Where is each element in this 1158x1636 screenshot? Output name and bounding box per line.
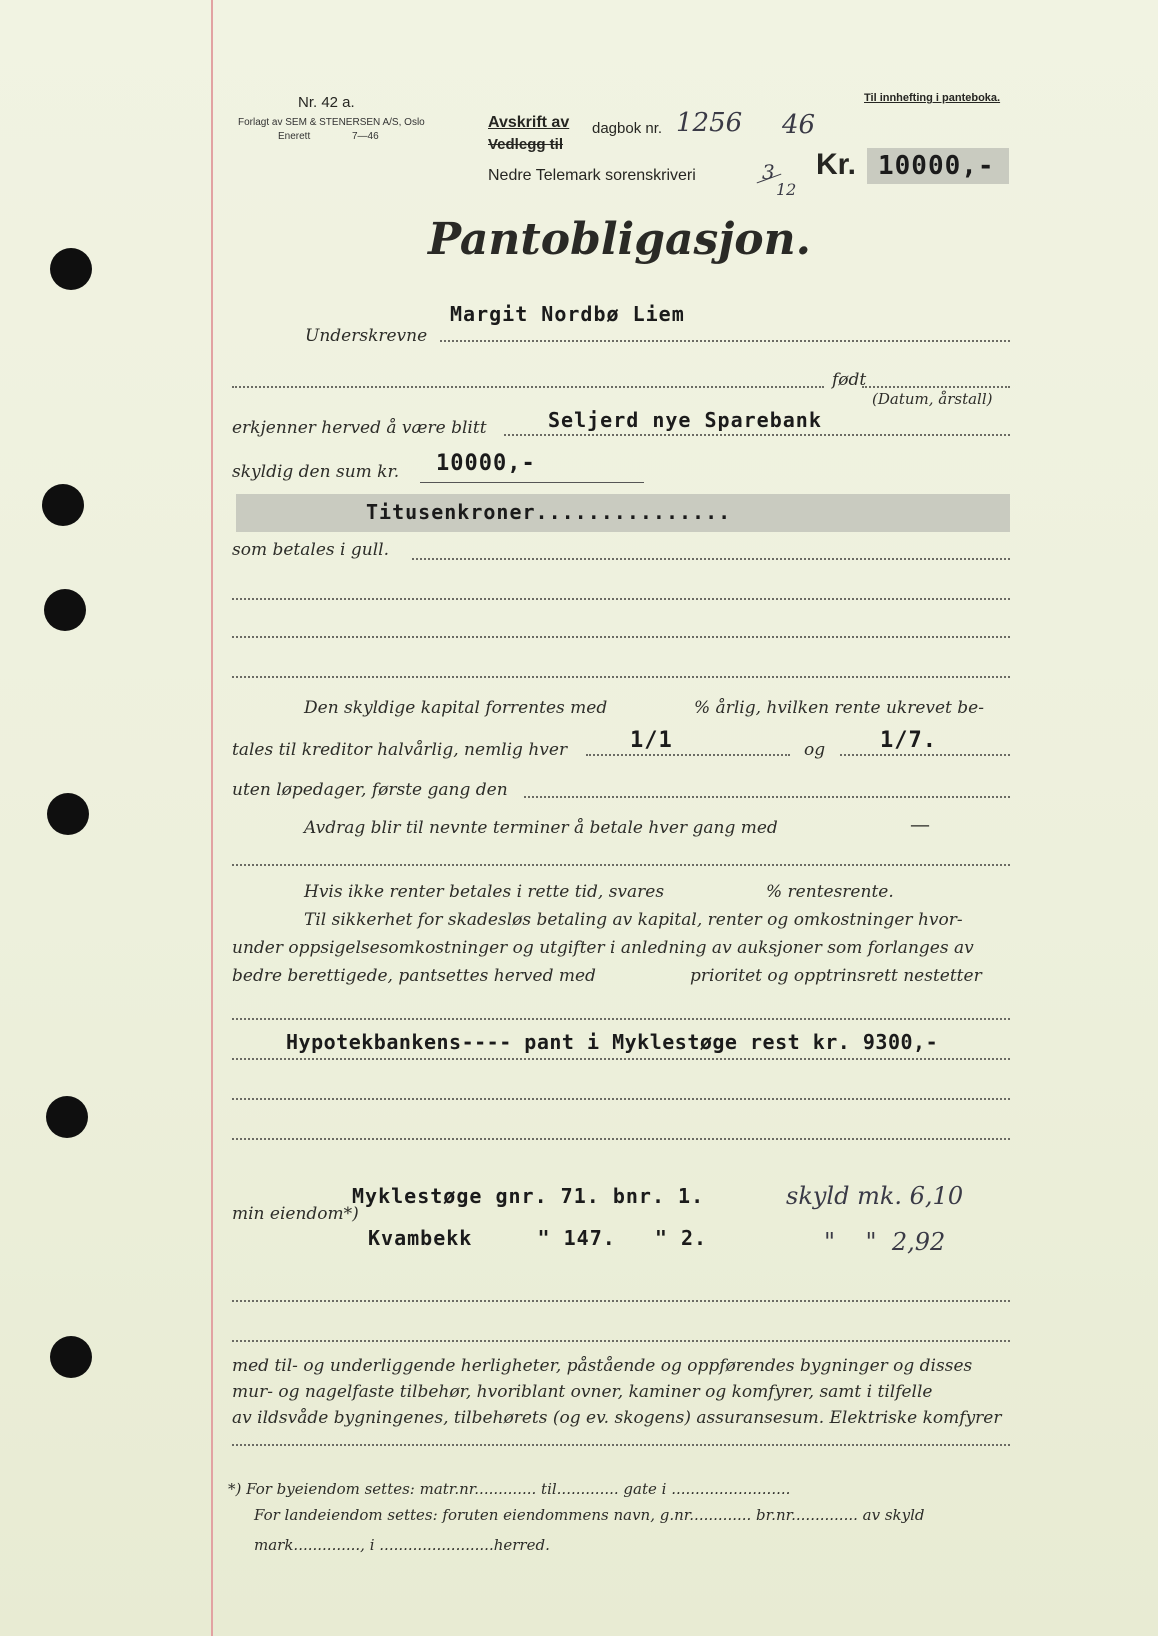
property-row-2-handwritten: " " 2,92 [824,1228,946,1256]
stamp-avskrift: Avskrift av [488,114,570,131]
dagbok-number: 1256 [676,108,743,138]
dotted-line [504,434,1010,436]
born-label: født [832,370,867,390]
dotted-line [232,1018,1010,1020]
security-para-2: under oppsigelsesomkostninger og utgifter i anledning av auksjoner som forlanges av [232,938,974,958]
dotted-line [232,1340,1010,1342]
dotted-line [232,1300,1010,1302]
closing-line-1: med til- og underliggende herligheter, påstående og oppførendes bygninger og disses [232,1356,973,1376]
born-hint: (Datum, årstall) [872,390,993,408]
creditor-value: Seljerd nye Sparebank [548,408,822,432]
interest-line-1b: % årlig, hvilken rente ukrevet be- [694,698,984,718]
dotted-line [232,1058,1010,1060]
late-interest-unit: % rentesrente. [766,882,894,902]
dotted-line [412,558,1010,560]
priority-value: Hypotekbankens---- pant i Myklestøge rest kr. 9300,- [286,1030,939,1054]
publisher-date: 7—46 [352,131,379,142]
sum-underline [420,482,644,483]
undersigned-label: Underskrevne [305,326,428,346]
punch-hole [47,793,89,835]
top-right-note: Til innhefting i panteboka. [864,92,1001,104]
property-row-2: Kvambekk " 147. " 2. [368,1226,708,1250]
late-interest-label: Hvis ikke renter betales i rette tid, svares [304,882,665,902]
punch-hole [46,1096,88,1138]
dotted-line [586,754,790,756]
punch-hole [42,484,84,526]
undersigned-value: Margit Nordbø Liem [450,302,685,326]
margin-line [211,0,213,1636]
closing-line-3: av ildsvåde bygningenes, tilbehørets (og ev. skogens) assuransesum. Elektriske komfyrer [232,1408,1002,1428]
dotted-line [232,1444,1010,1446]
stamp-vedlegg: Vedlegg til [488,136,564,153]
property-label: min eiendom*) [232,1204,359,1224]
gold-label: som betales i gull. [232,540,389,560]
stamp-court: Nedre Telemark sorenskriveri [488,167,696,184]
dotted-line [232,864,1010,866]
dotted-line [232,636,1010,638]
dotted-line [524,796,1010,798]
installment-label: Avdrag blir til nevnte terminer å betale hver gang med [304,818,778,838]
property-row-1: Myklestøge gnr. 71. bnr. 1. [352,1184,705,1208]
punch-hole [44,589,86,631]
dagbok-year: 46 [782,110,816,140]
security-para-3b: prioritet og opptrinsrett nestetter [690,966,982,986]
sum-label: skyldig den sum kr. [232,462,400,482]
dotted-line [232,1138,1010,1140]
dotted-line [232,1098,1010,1100]
interest-line-2: tales til kreditor halvårlig, nemlig hver [232,740,568,760]
publisher-line: Forlagt av SEM & STENERSEN A/S, Oslo [238,117,425,128]
closing-line-2: mur- og nagelfaste tilbehør, hvoriblant ovner, kaminer og komfyrer, samt i tilfelle [232,1382,933,1402]
interest-line-1a: Den skyldige kapital forrentes med [304,698,608,718]
form-number: Nr. 42 a. [298,94,355,111]
dotted-line [232,598,1010,600]
dotted-line [840,754,1010,756]
footnote-line-2: For landeiendom settes: foruten eiendommens navn, g.nr............. br.nr.............. av skyld [254,1506,925,1524]
dotted-line [232,676,1010,678]
dotted-line [440,340,1010,342]
kr-label: Kr. [816,148,857,181]
term-date-2: 1/7. [880,728,937,753]
dotted-line [232,386,824,388]
sum-words: Titusenkroner............... [366,500,732,524]
publisher-enerett: Enerett [278,131,311,142]
security-para-1: Til sikkerhet for skadesløs betaling av kapital, renter og omkostninger hvor- [304,910,963,930]
first-payment-label: uten løpedager, første gang den [232,780,508,800]
installment-value: — [910,812,930,836]
dotted-line [862,386,1010,388]
sum-value: 10000,- [436,451,536,476]
date-day: 3 [762,160,775,184]
security-para-3a: bedre berettigede, pantsettes herved med [232,966,596,986]
punch-hole [50,1336,92,1378]
kr-amount: 10000,- [878,151,995,181]
punch-hole [50,248,92,290]
footnote-line-3: mark.............., i ........................herred. [254,1536,550,1554]
creditor-label: erkjenner herved å være blitt [232,418,487,438]
stamp-dagbok-label: dagbok nr. [592,120,663,137]
property-row-1-handwritten: skyld mk. 6,10 [786,1182,964,1210]
document-title: Pantobligasjon. [428,214,811,265]
term-date-1: 1/1 [630,728,673,753]
and-label: og [804,740,826,760]
date-month: 12 [776,180,797,199]
footnote-line-1: *) For byeiendom settes: matr.nr............. til............. gate i ......................... [228,1480,791,1498]
